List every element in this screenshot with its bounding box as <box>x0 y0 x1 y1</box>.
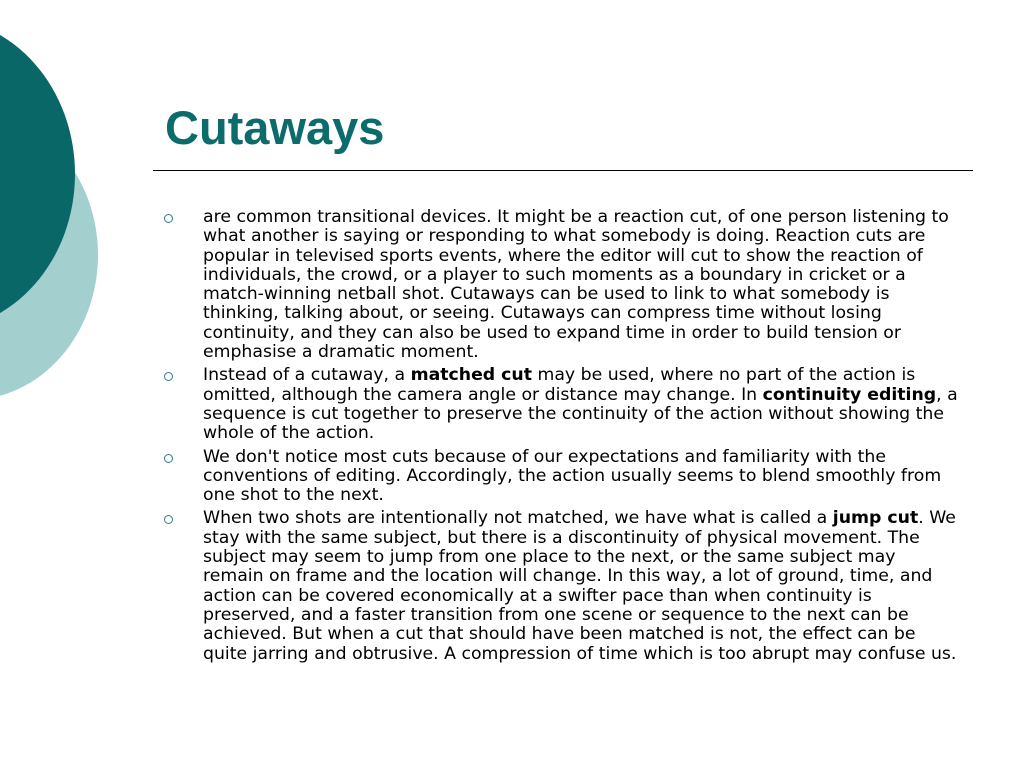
hollow-circle-bullet-icon <box>164 454 173 463</box>
bold-term: continuity editing <box>762 384 937 405</box>
title-divider <box>153 170 973 171</box>
hollow-circle-bullet-icon <box>164 515 173 524</box>
bullet-text: Instead of a cutaway, a matched cut may be used, where no part of the action is omitted, although the camera angle or distance may change. In continuity editing, a sequence is cut together to preserve the continuity of the action without showing the whole of the action. <box>203 365 958 444</box>
slide-title: Cutaways <box>165 101 385 154</box>
bullet-text: are common transitional devices. It might be a reaction cut, of one person listening to what another is saying or responding to what somebody is doing. Reaction cuts are popular in televised sports events, where the editor will cut to show the reaction of individuals, the crowd, or a player to such moments as a boundary in cricket or a match-winning netball shot. Cutaways can be used to link to what somebody is thinking, talking about, or seeing. Cutaways can compress time without losing continuity, and they can also be used to expand time in order to build tension or emphasise a dramatic moment. <box>203 207 949 363</box>
hollow-circle-bullet-icon <box>164 372 173 381</box>
hollow-circle-bullet-icon <box>164 214 173 223</box>
bullet-item <box>160 509 960 663</box>
bold-term: jump cut <box>832 508 919 529</box>
bold-term: matched cut <box>410 365 532 386</box>
bullet-item <box>160 448 960 506</box>
bullet-item <box>160 208 960 362</box>
bullet-text: When two shots are intentionally not matched, we have what is called a jump cut. We stay with the same subject, but there is a discontinuity of physical movement. The subject may seem to jump from one place to the next, or the same subject may remain on frame and the location will change. In this way, a lot of ground, time, and action can be covered economically at a swifter pace than when continuity is preserved, and a faster transition from one scene or sequence to the next can be achieved. But when a cut that should have been matched is not, the effect can be quite jarring and obtrusive. A compression of time which is too abrupt may confuse us. <box>203 508 957 664</box>
bullet-item <box>160 366 960 443</box>
bullet-list <box>160 208 960 668</box>
bullet-text: We don't notice most cuts because of our expectations and familiarity with the conventions of editing. Accordingly, the action usually seems to blend smoothly from one shot to the next. <box>203 446 942 506</box>
